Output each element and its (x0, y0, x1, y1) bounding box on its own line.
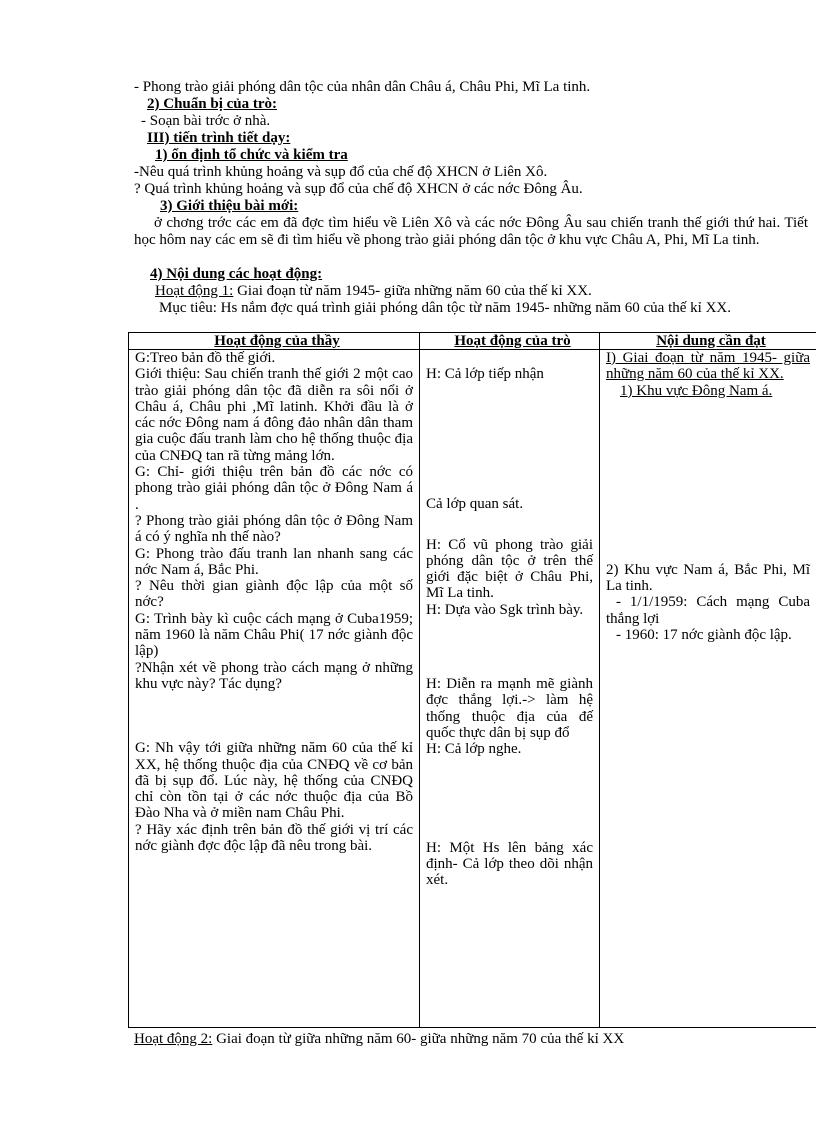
teacher-item: G: Nh vậy tới giữa những năm 60 của thế kỉ XX, hệ thống thuộc địa của CNĐQ về cơ bản đã bị sụp đổ. Lúc này, hệ thống của CNĐQ chỉ còn tồn tại ở các nớc thuộc địa của Bồ Đào Nha và ở miền nam Châu Phi. (135, 740, 413, 822)
teacher-item: ? Hãy xác định trên bản đồ thế giới vị trí các nớc giành đợc độc lập đã nêu trong bài. (135, 821, 413, 855)
objective-text: Mục tiêu: Hs nắm đợc quá trình giải phóng dân tộc từ năm 1945- những năm 60 của thế kỉ XX. (159, 300, 731, 316)
intro-line: - Phong trào giải phóng dân tộc của nhân dân Châu á, Châu Phi, Mĩ La tinh. (134, 79, 591, 95)
student-item: H: Cả lớp nghe. (426, 741, 522, 758)
content-item: 2) Khu vực Nam á, Bắc Phi, Mĩ La tinh. (606, 561, 810, 595)
activity-2 (134, 1031, 624, 1048)
stabilize-heading: 1) ổn định tổ chức và kiểm tra (155, 147, 348, 163)
activity-1 (155, 283, 592, 300)
new-lesson-text: ở chơng trớc các em đã đợc tìm hiểu về Liên Xô và các nớc Đông Âu sau chiến tranh thế giới thứ hai. Tiết học hôm nay các em sẽ đi tìm hiểu về phong trào giải phóng dân tộc ở khu vực Châu A, Phi, Mĩ La tinh. (134, 215, 808, 248)
activity-1-label: Hoạt động 1: (155, 283, 234, 299)
student-prep-item: - Soạn bài trớc ở nhà. (141, 113, 271, 129)
check-question-2: ? Quá trình khủng hoảng và sụp đổ của chế độ XHCN ở các nớc Đông Âu. (134, 181, 583, 197)
student-item: H: Diễn ra mạnh mẽ giành đợc thắng lợi.-> làm hệ thống thuộc địa của đế quốc thực dân bị sụp đổ (426, 676, 593, 741)
student-item: Cả lớp quan sát. (426, 496, 524, 513)
student-item: H: Cả lớp tiếp nhận (426, 366, 544, 382)
content-subheading: 1) Khu vực Đông Nam á. (620, 382, 773, 399)
activity-2-label: Hoạt động 2: (134, 1031, 213, 1047)
process-heading: III) tiến trình tiết dạy: (147, 130, 291, 146)
content-item: - 1960: 17 nớc giành độc lập. (616, 627, 792, 644)
header-teacher: Hoạt động của thầy (129, 333, 420, 350)
header-content: Nội dung cần đạt (600, 333, 816, 350)
student-item: H: Một Hs lên bảng xác định- Cả lớp theo dõi nhận xét. (426, 839, 593, 889)
lesson-plan-table (128, 332, 816, 1028)
student-column (420, 350, 600, 1028)
student-prep-heading: 2) Chuẩn bị của trò: (147, 96, 278, 112)
student-item: H: Dựa vào Sgk trình bày. (426, 601, 584, 618)
teacher-item: G: Chỉ- giới thiệu trên bản đồ các nớc có phong trào giải phóng dân tộc ở Đông Nam á . (135, 464, 413, 513)
teacher-item: ? Phong trào giải phóng dân tộc ở Đông Nam á có ý nghĩa nh thế nào? (135, 512, 413, 546)
teacher-item: G: Phong trào đấu tranh lan nhanh sang các nớc Nam á, Bắc Phi. (135, 545, 413, 578)
student-item: H: Cổ vũ phong trào giải phóng dân tộc ở trên thế giới đặc biệt ở Châu Phi, Mĩ La tinh. (426, 536, 593, 602)
check-question-1: -Nêu quá trình khủng hoảng và sụp đổ của chế độ XHCN ở Liên Xô. (134, 164, 548, 180)
content-section-heading: I) Giai đoạn từ năm 1945- giữa những năm 60 của thế kỉ XX. (606, 350, 810, 383)
activity-2-text: Giai đoạn từ giữa những năm 60- giữa những năm 70 của thế kỉ XX (212, 1031, 625, 1047)
teacher-column (129, 350, 420, 1028)
teacher-item: G:Treo bản đồ thế giới. (135, 350, 276, 366)
teacher-item: G: Trình bày kì cuộc cách mạng ở Cuba1959; năm 1960 là năm Châu Phi( 17 nớc giành độc lập) (135, 610, 413, 660)
activities-heading: 4) Nội dung các hoạt động: (150, 266, 323, 282)
content-item: - 1/1/1959: Cách mạng Cuba thắng lợi (606, 594, 810, 627)
teacher-item: Giới thiệu: Sau chiến tranh thế giới 2 một cao trào giải phóng dân tộc đã diễn ra sôi nổi ở Châu á, Châu phi ,Mĩ latinh. Khởi đầu là ở các nớc Đông nam á đông đảo nhân dân tham gia cuộc đấu tranh làm cho hệ thống thuộc địa của CNĐQ tan rã từng mảng lớn. (135, 366, 413, 464)
content-column (600, 350, 816, 1028)
activity-1-text: Giai đoạn từ năm 1945- giữa những năm 60 của thế kỉ XX. (233, 283, 592, 299)
new-lesson-heading: 3) Giới thiệu bài mới: (160, 198, 299, 214)
header-student: Hoạt động của trò (420, 333, 600, 350)
teacher-item: ?Nhận xét về phong trào cách mạng ở những khu vực này? Tác dụng? (135, 659, 413, 692)
teacher-item: ? Nêu thời gian giành độc lập của một số nớc? (135, 578, 413, 611)
